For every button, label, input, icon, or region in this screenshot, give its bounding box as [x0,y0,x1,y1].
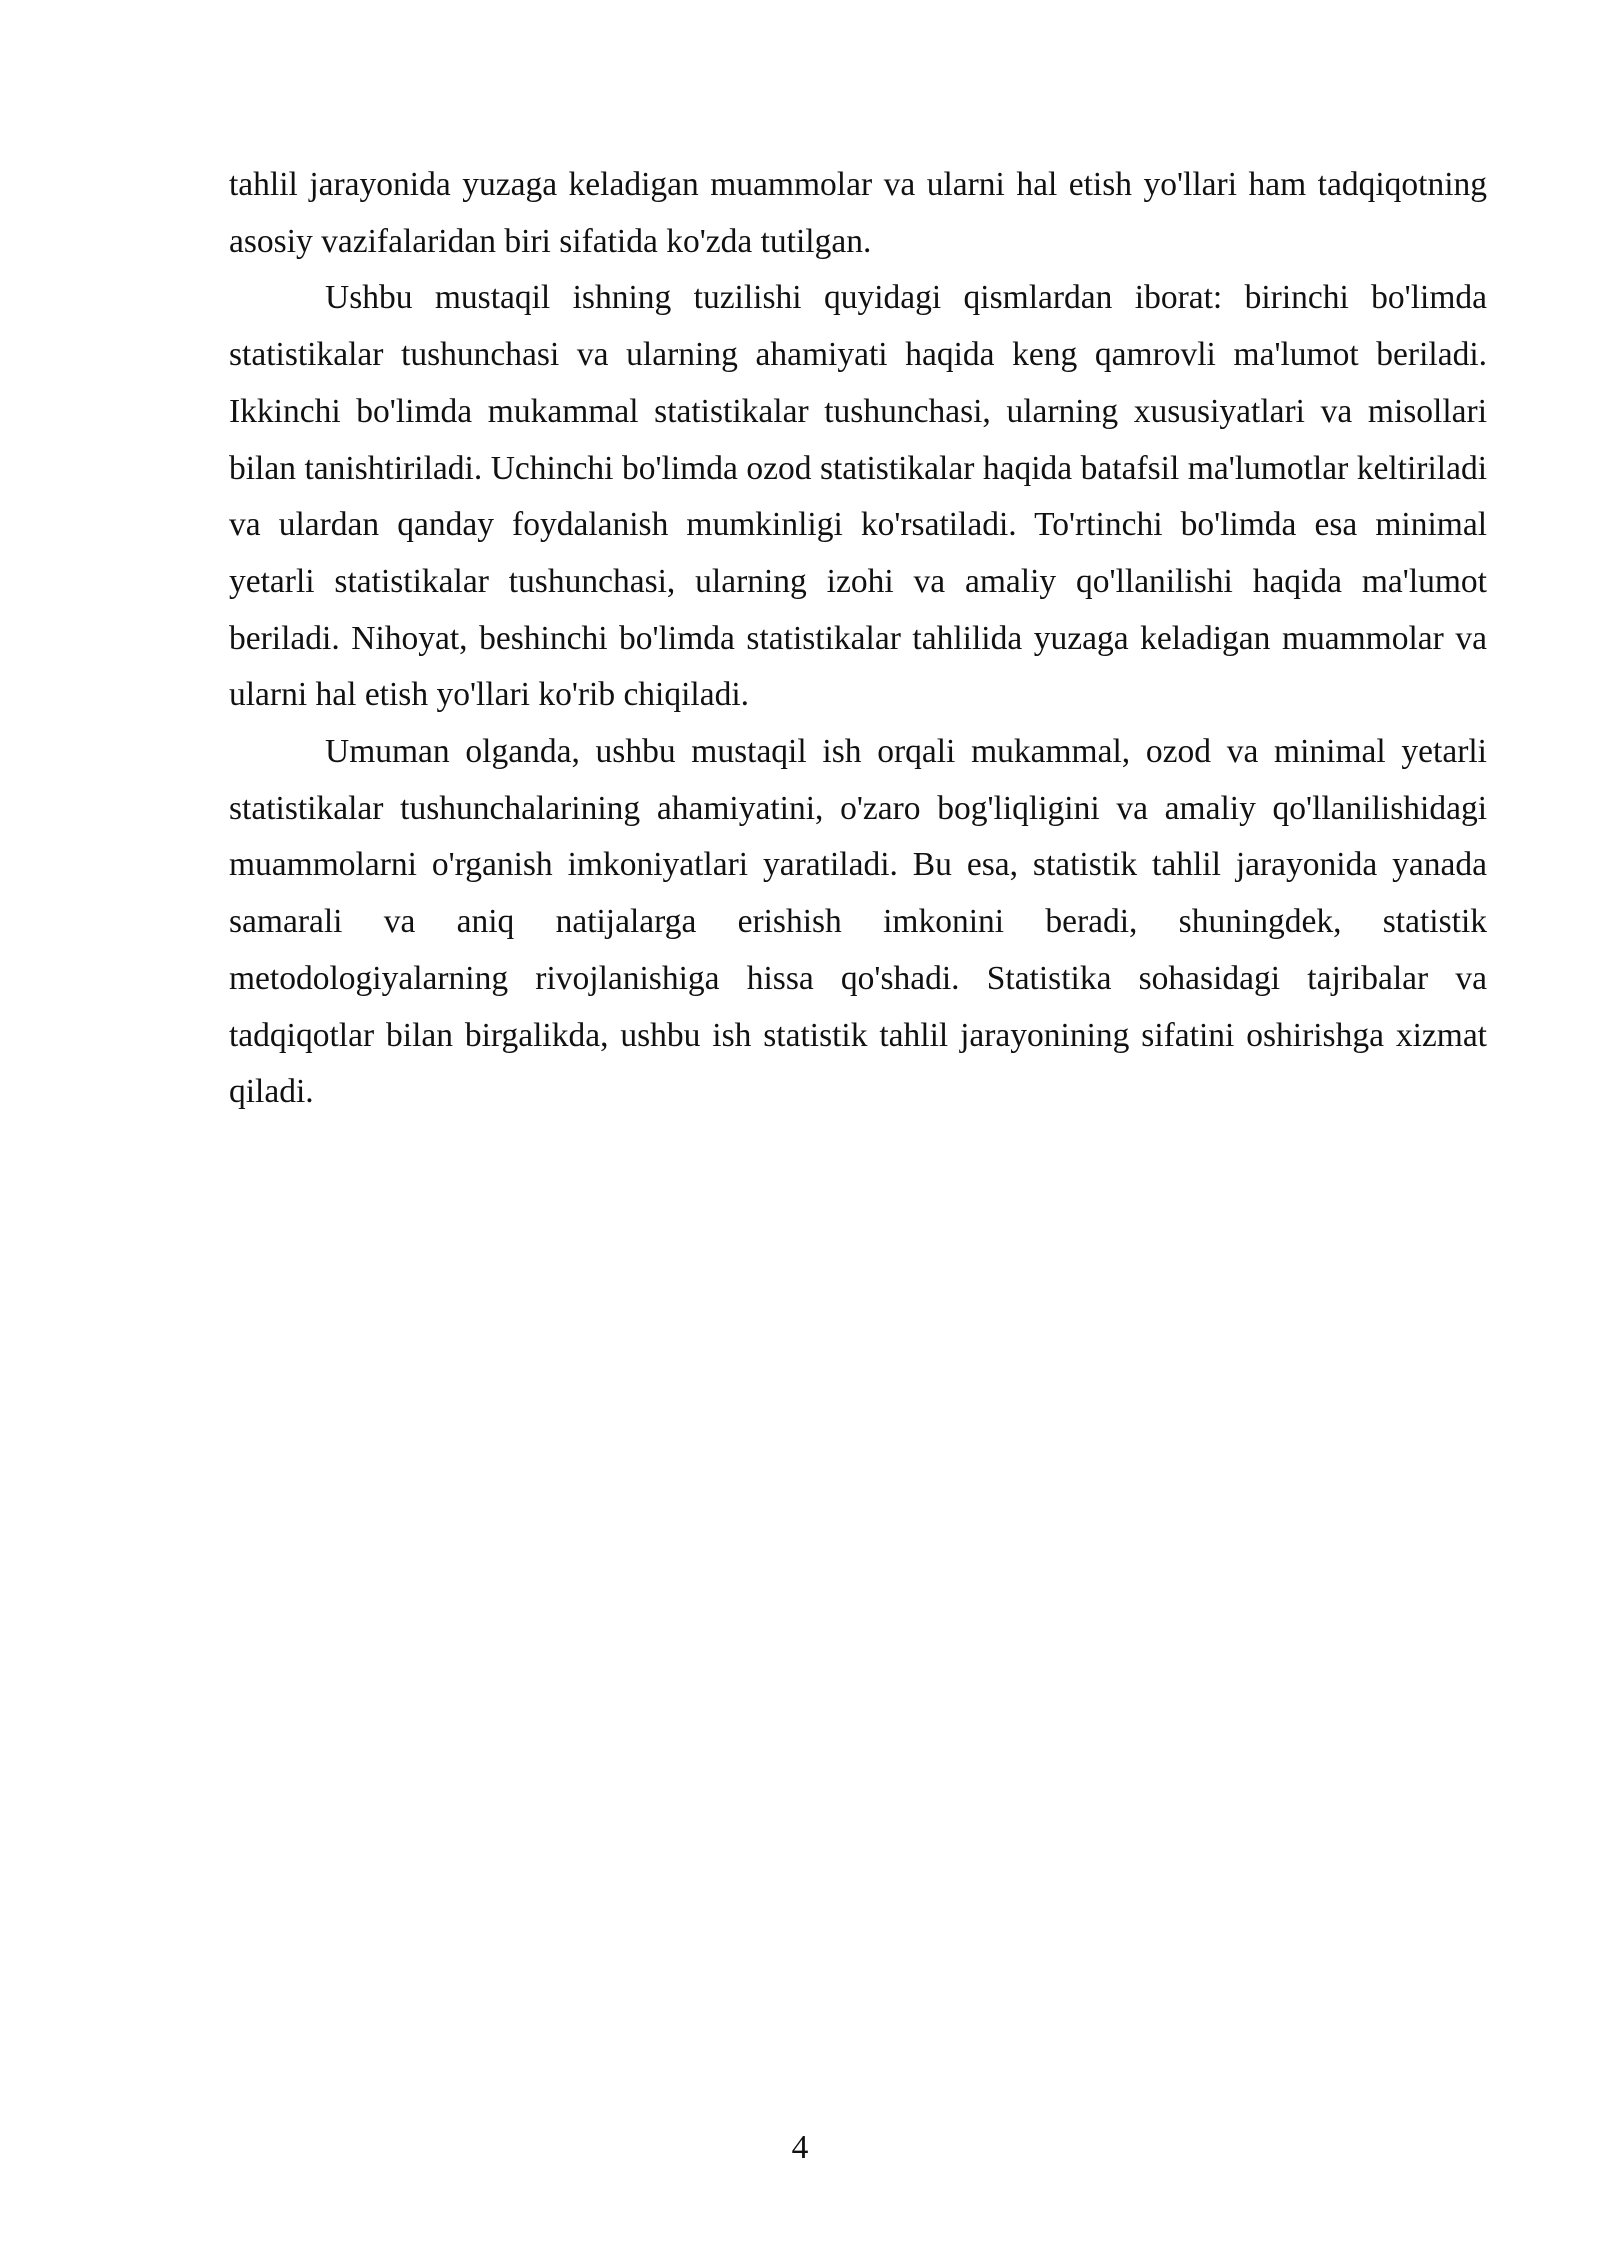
body-text [229,157,1487,1121]
page-number: 4 [791,2129,809,2166]
paragraph-continuation: tahlil jarayonida yuzaga keladigan muammolar va ularni hal etish yo'llari ham tadqiqotning asosiy vazifalaridan biri sifatida ko'zda tutilgan. [229,166,1487,260]
paragraph-structure: Ushbu mustaqil ishning tuzilishi quyidagi qismlardan iborat: birinchi bo'limda statistikalar tushunchasi va ularning ahamiyati haqida keng qamrovli ma'lumot beriladi. Ikkinchi bo'limda mukammal statistikalar tushunchasi, ularning xususiyatlari va misollari bilan tanishtiriladi. Uchinchi bo'limda ozod statistikalar haqida batafsil ma'lumotlar keltiriladi va ulardan qanday foydalanish mumkinligi ko'rsatiladi. To'rtinchi bo'limda esa minimal yetarli statistikalar tushunchasi, ularning izohi va amaliy qo'llanilishi haqida ma'lumot beriladi. Nihoyat, beshinchi bo'limda statistikalar tahlilida yuzaga keladigan muammolar va ularni hal etish yo'llari ko'rib chiqiladi. [229,279,1487,714]
paragraph-conclusion: Umuman olganda, ushbu mustaqil ish orqali mukammal, ozod va minimal yetarli statistikalar tushunchalarining ahamiyatini, o'zaro bog'liqligini va amaliy qo'llanilishidagi muammolarni o'rganish imkoniyatlari yaratiladi. Bu esa, statistik tahlil jarayonida yanada samarali va aniq natijalarga erishish imkonini beradi, shuningdek, statistik metodologiyalarning rivojlanishiga hissa qo'shadi. Statistika sohasidagi tajribalar va tadqiqotlar bilan birgalikda, ushbu ish statistik tahlil jarayonining sifatini oshirishga xizmat qiladi. [229,733,1487,1111]
